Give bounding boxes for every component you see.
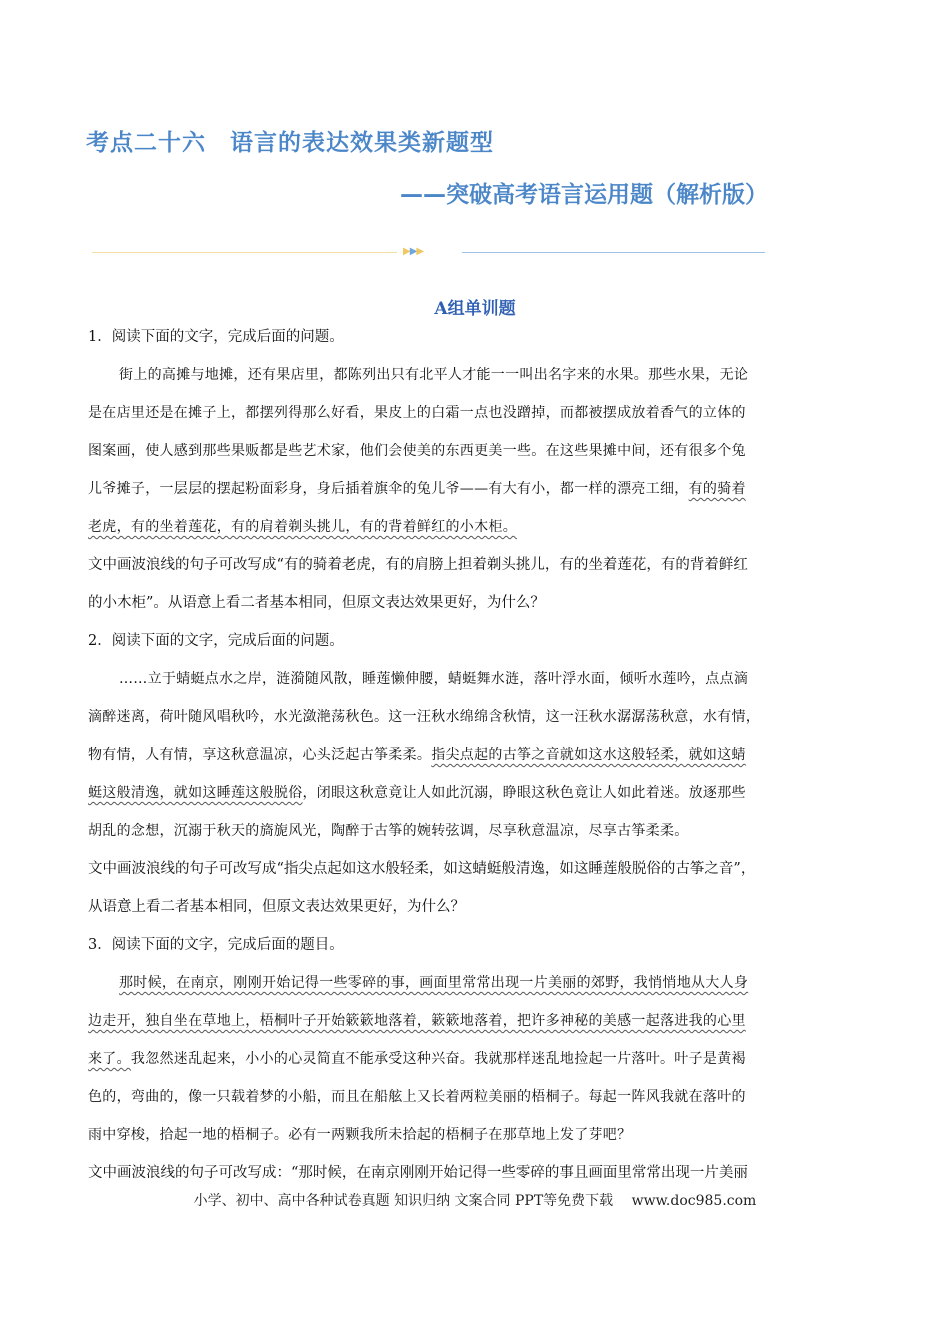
wavy-underlined-text: 指尖点起的古筝之音就如这水这般轻柔，就如这蜻 <box>431 747 746 763</box>
question-heading: 1．阅读下面的文字，完成后面的问题。 <box>88 329 344 345</box>
passage-line: 胡乱的念想，沉溺于秋天的旖旎风光，陶醉于古筝的婉转弦调，尽享秋意温凉，尽享古筝柔柔。 <box>88 823 689 839</box>
passage-line: 雨中穿梭，拾起一地的梧桐子。必有一两颗我所未拾起的梧桐子在那草地上发了芽吧？ <box>88 1127 632 1143</box>
wavy-underlined-text: 来了。 <box>88 1051 131 1067</box>
question-text: 的小木柜”。从语意上看二者基本相同，但原文表达效果更好，为什么？ <box>88 595 545 611</box>
passage-line: 是在店里还是在摊子上，都摆列得那么好看，果皮上的白霜一点也没蹭掉，而都被摆成放着香气的立体的 <box>88 405 746 421</box>
passage-line <box>88 1002 866 1040</box>
passage-line <box>88 508 866 546</box>
divider-arrows-icon: ▶▶▶ <box>403 246 424 257</box>
passage-line: 色的，弯曲的，像一只载着梦的小船，而且在船舷上又长着两粒美丽的梧桐子。每起一阵风我就在落叶的 <box>88 1089 746 1105</box>
passage-line: 来了。我忽然迷乱起来，小小的心灵简直不能承受这种兴奋。我就那样迷乱地捡起一片落叶。叶子是黄褐 <box>88 1051 746 1067</box>
wavy-underlined-text: 有的骑着 <box>688 481 746 497</box>
wavy-underlined-text: 老虎，有的坐着莲花，有的肩着剃头挑儿，有的背着鲜红的小木柜。 <box>88 519 517 535</box>
question-text: 文中画波浪线的句子可改写成：“那时候，在南京刚刚开始记得一些零碎的事且画面里常常出现一片美丽 <box>88 1165 748 1181</box>
document-title: 考点二十六 语言的表达效果类新题型 <box>86 130 494 156</box>
divider-right-line <box>462 252 765 253</box>
passage-line: 图案画，使人感到那些果贩都是些艺术家，他们会使美的东西更美一些。在这些果摊中间，还有很多个兔 <box>88 443 746 459</box>
passage-line: 蜓这般清逸，就如这睡莲这般脱俗，闭眼这秋意竟让人如此沉溺，睁眼这秋色竟让人如此着迷。放逐那些 <box>88 785 746 801</box>
passage-line: 滴醉迷离，荷叶随风唱秋吟，水光潋滟荡秋色。这一汪秋水绵绵含秋情，这一汪秋水潺潺荡秋意，水有情， <box>88 709 761 725</box>
wavy-underlined-text: 边走开，独自坐在草地上，梧桐叶子开始簌簌地落着，簌簌地落着，把许多神秘的美感一起落进我的心里 <box>88 1013 746 1029</box>
passage-line <box>88 964 866 1002</box>
document-body <box>88 318 866 1192</box>
question-heading: 2．阅读下面的文字，完成后面的问题。 <box>88 633 344 649</box>
question-text: 文中画波浪线的句子可改写成“指尖点起如这水般轻柔，如这蜻蜓般清逸，如这睡莲般脱俗的古筝之音”， <box>88 861 756 877</box>
question-text: 文中画波浪线的句子可改写成“有的骑着老虎，有的肩膀上担着剃头挑儿，有的坐着莲花，有的背着鲜红 <box>88 557 748 573</box>
passage-line: 儿爷摊子，一层层的摆起粉面彩身，身后插着旗伞的兔儿爷——有大有小，都一样的漂亮工细，有的骑着 <box>88 481 746 497</box>
document-subtitle: ——突破高考语言运用题（解析版） <box>400 182 768 208</box>
wavy-underlined-text: 蜓这般清逸，就如这睡莲这般脱俗 <box>88 785 303 801</box>
divider-left-line <box>92 252 397 253</box>
question-heading: 3．阅读下面的文字，完成后面的题目。 <box>88 937 344 953</box>
wavy-underlined-text: 那时候，在南京，刚刚开始记得一些零碎的事，画面里常常出现一片美丽的郊野，我悄悄地从大人身 <box>119 975 749 991</box>
page-footer: 小学、初中、高中各种试卷真题 知识归纳 文案合同 PPT等免费下载 www.doc985.com <box>193 1193 757 1209</box>
section-title: A组单训题 <box>434 299 516 319</box>
passage-line: ……立于蜻蜓点水之岸，涟漪随风散，睡莲懒伸腰，蜻蜓舞水涟，落叶浮水面，倾听水莲吟，点点滴 <box>119 671 749 687</box>
passage-line: 物有情，人有情，享这秋意温凉，心头泛起古筝柔柔。指尖点起的古筝之音就如这水这般轻柔，就如这蜻 <box>88 747 746 763</box>
question-text: 从语意上看二者基本相同，但原文表达效果更好，为什么？ <box>88 899 465 915</box>
passage-line: 街上的高摊与地摊，还有果店里，都陈列出只有北平人才能一一叫出名字来的水果。那些水果，无论 <box>119 367 749 383</box>
